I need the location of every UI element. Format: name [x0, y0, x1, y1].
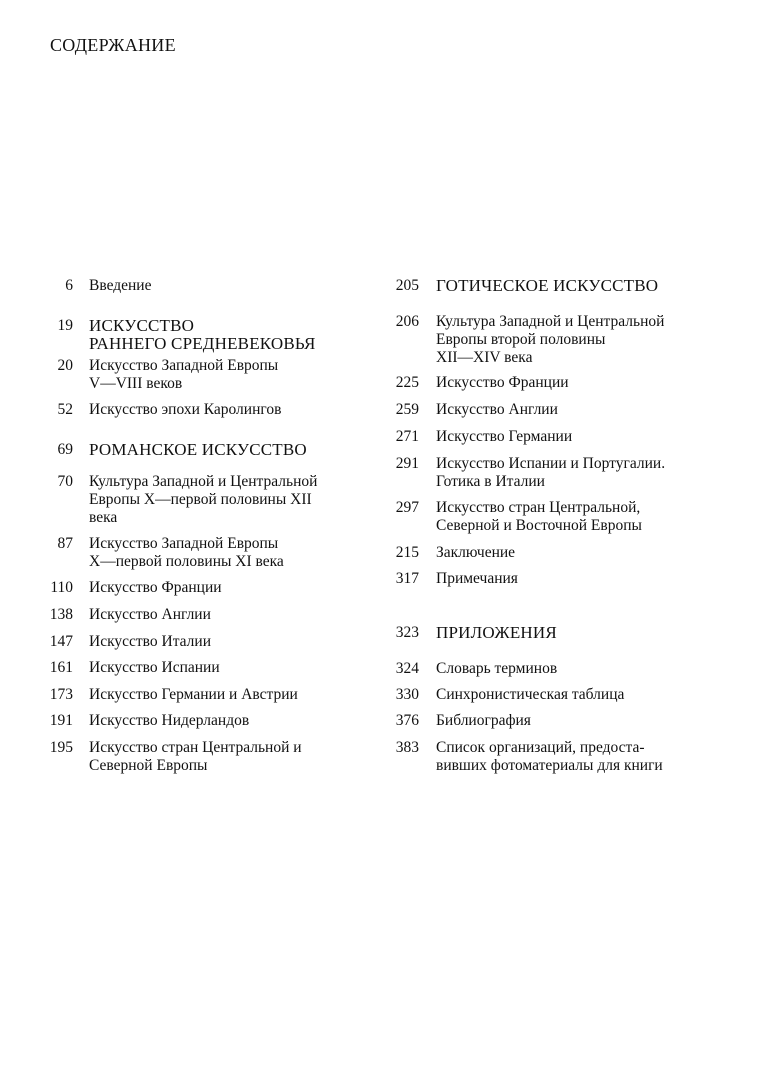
toc-entry-title: Искусство Испании — [89, 659, 220, 676]
toc-entry-title: Культура Западной и Центральной Европы X—первой половины XII века — [89, 473, 318, 526]
toc-page-number: 173 — [49, 686, 73, 703]
toc-page-number: 291 — [395, 455, 419, 472]
toc-entry-title: Искусство Испании и Португалии. Готика в Италии — [436, 455, 666, 490]
toc-entry-title: Искусство Англии — [436, 401, 558, 418]
toc-entry-title: Искусство стран Центральной, Северной и Восточной Европы — [436, 499, 642, 534]
toc-entry-title: Культура Западной и Центральной Европы второй половины XII—XIV века — [436, 313, 665, 366]
toc-entry-title: Искусство Франции — [89, 579, 222, 596]
toc-page-number: 69 — [57, 441, 73, 458]
toc-page-number: 330 — [395, 686, 419, 703]
toc-page-number: 324 — [395, 660, 419, 677]
toc-section-title: ПРИЛОЖЕНИЯ — [436, 623, 557, 642]
toc-entry-title: Введение — [89, 277, 152, 294]
toc-page-number: 215 — [395, 544, 419, 561]
toc-page-number: 259 — [395, 401, 419, 418]
toc-page-number: 161 — [49, 659, 73, 676]
toc-page-number: 6 — [65, 277, 73, 294]
toc-entry-title: Примечания — [436, 570, 518, 587]
toc-page-number: 110 — [50, 579, 73, 596]
toc-entry-title: Искусство стран Центральной и Северной Европы — [89, 739, 302, 774]
toc-entry-title: Искусство Франции — [436, 374, 569, 391]
toc-entry-title: Заключение — [436, 544, 516, 561]
toc-entry-title: Искусство Германии — [436, 428, 573, 445]
toc-page-number: 376 — [395, 712, 419, 729]
toc-page-number: 225 — [395, 374, 419, 391]
toc-page-number: 195 — [49, 739, 73, 756]
toc-page-number: 271 — [395, 428, 419, 445]
toc-page-number: 19 — [57, 317, 73, 334]
toc-entry-title: Словарь терминов — [436, 660, 558, 677]
toc-entry-title: Искусство Западной Европы X—первой половины XI века — [89, 535, 284, 570]
toc-page-number: 191 — [49, 712, 73, 729]
toc-page-number: 70 — [57, 473, 73, 490]
toc-entry-title: Искусство Италии — [89, 633, 212, 650]
toc-page-number: 297 — [395, 499, 419, 516]
toc-entry-title: Список организаций, предоста- вивших фотоматериалы для книги — [436, 739, 663, 774]
toc-entry-title: Искусство Нидерландов — [89, 712, 250, 729]
toc-page-number: 323 — [395, 624, 419, 641]
toc-page-number: 52 — [57, 401, 73, 418]
toc-entry-title: Искусство Германии и Австрии — [89, 686, 298, 703]
toc-entry-title: Искусство Англии — [89, 606, 211, 623]
toc-page-number: 147 — [49, 633, 73, 650]
toc-section-title: РОМАНСКОЕ ИСКУССТВО — [89, 440, 307, 459]
toc-page-number: 138 — [49, 606, 73, 623]
toc-page-number: 383 — [395, 739, 419, 756]
page-title: СОДЕРЖАНИЕ — [50, 35, 176, 55]
toc-entry-title: Синхронистическая таблица — [436, 686, 625, 703]
toc-entry-title: Искусство эпохи Каролингов — [89, 401, 282, 418]
toc-page-number: 206 — [395, 313, 419, 330]
toc-entry-title: Искусство Западной Европы V—VIII веков — [89, 357, 279, 392]
toc-entry-title: Библиография — [436, 712, 531, 729]
toc-section-title: ГОТИЧЕСКОЕ ИСКУССТВО — [436, 276, 659, 295]
toc-page-number: 87 — [57, 535, 73, 552]
toc-page-number: 20 — [57, 357, 73, 374]
toc-page-number: 317 — [395, 570, 419, 587]
toc-section-title: ИСКУССТВО РАННЕГО СРЕДНЕВЕКОВЬЯ — [89, 316, 316, 353]
toc-page-number: 205 — [395, 277, 419, 294]
